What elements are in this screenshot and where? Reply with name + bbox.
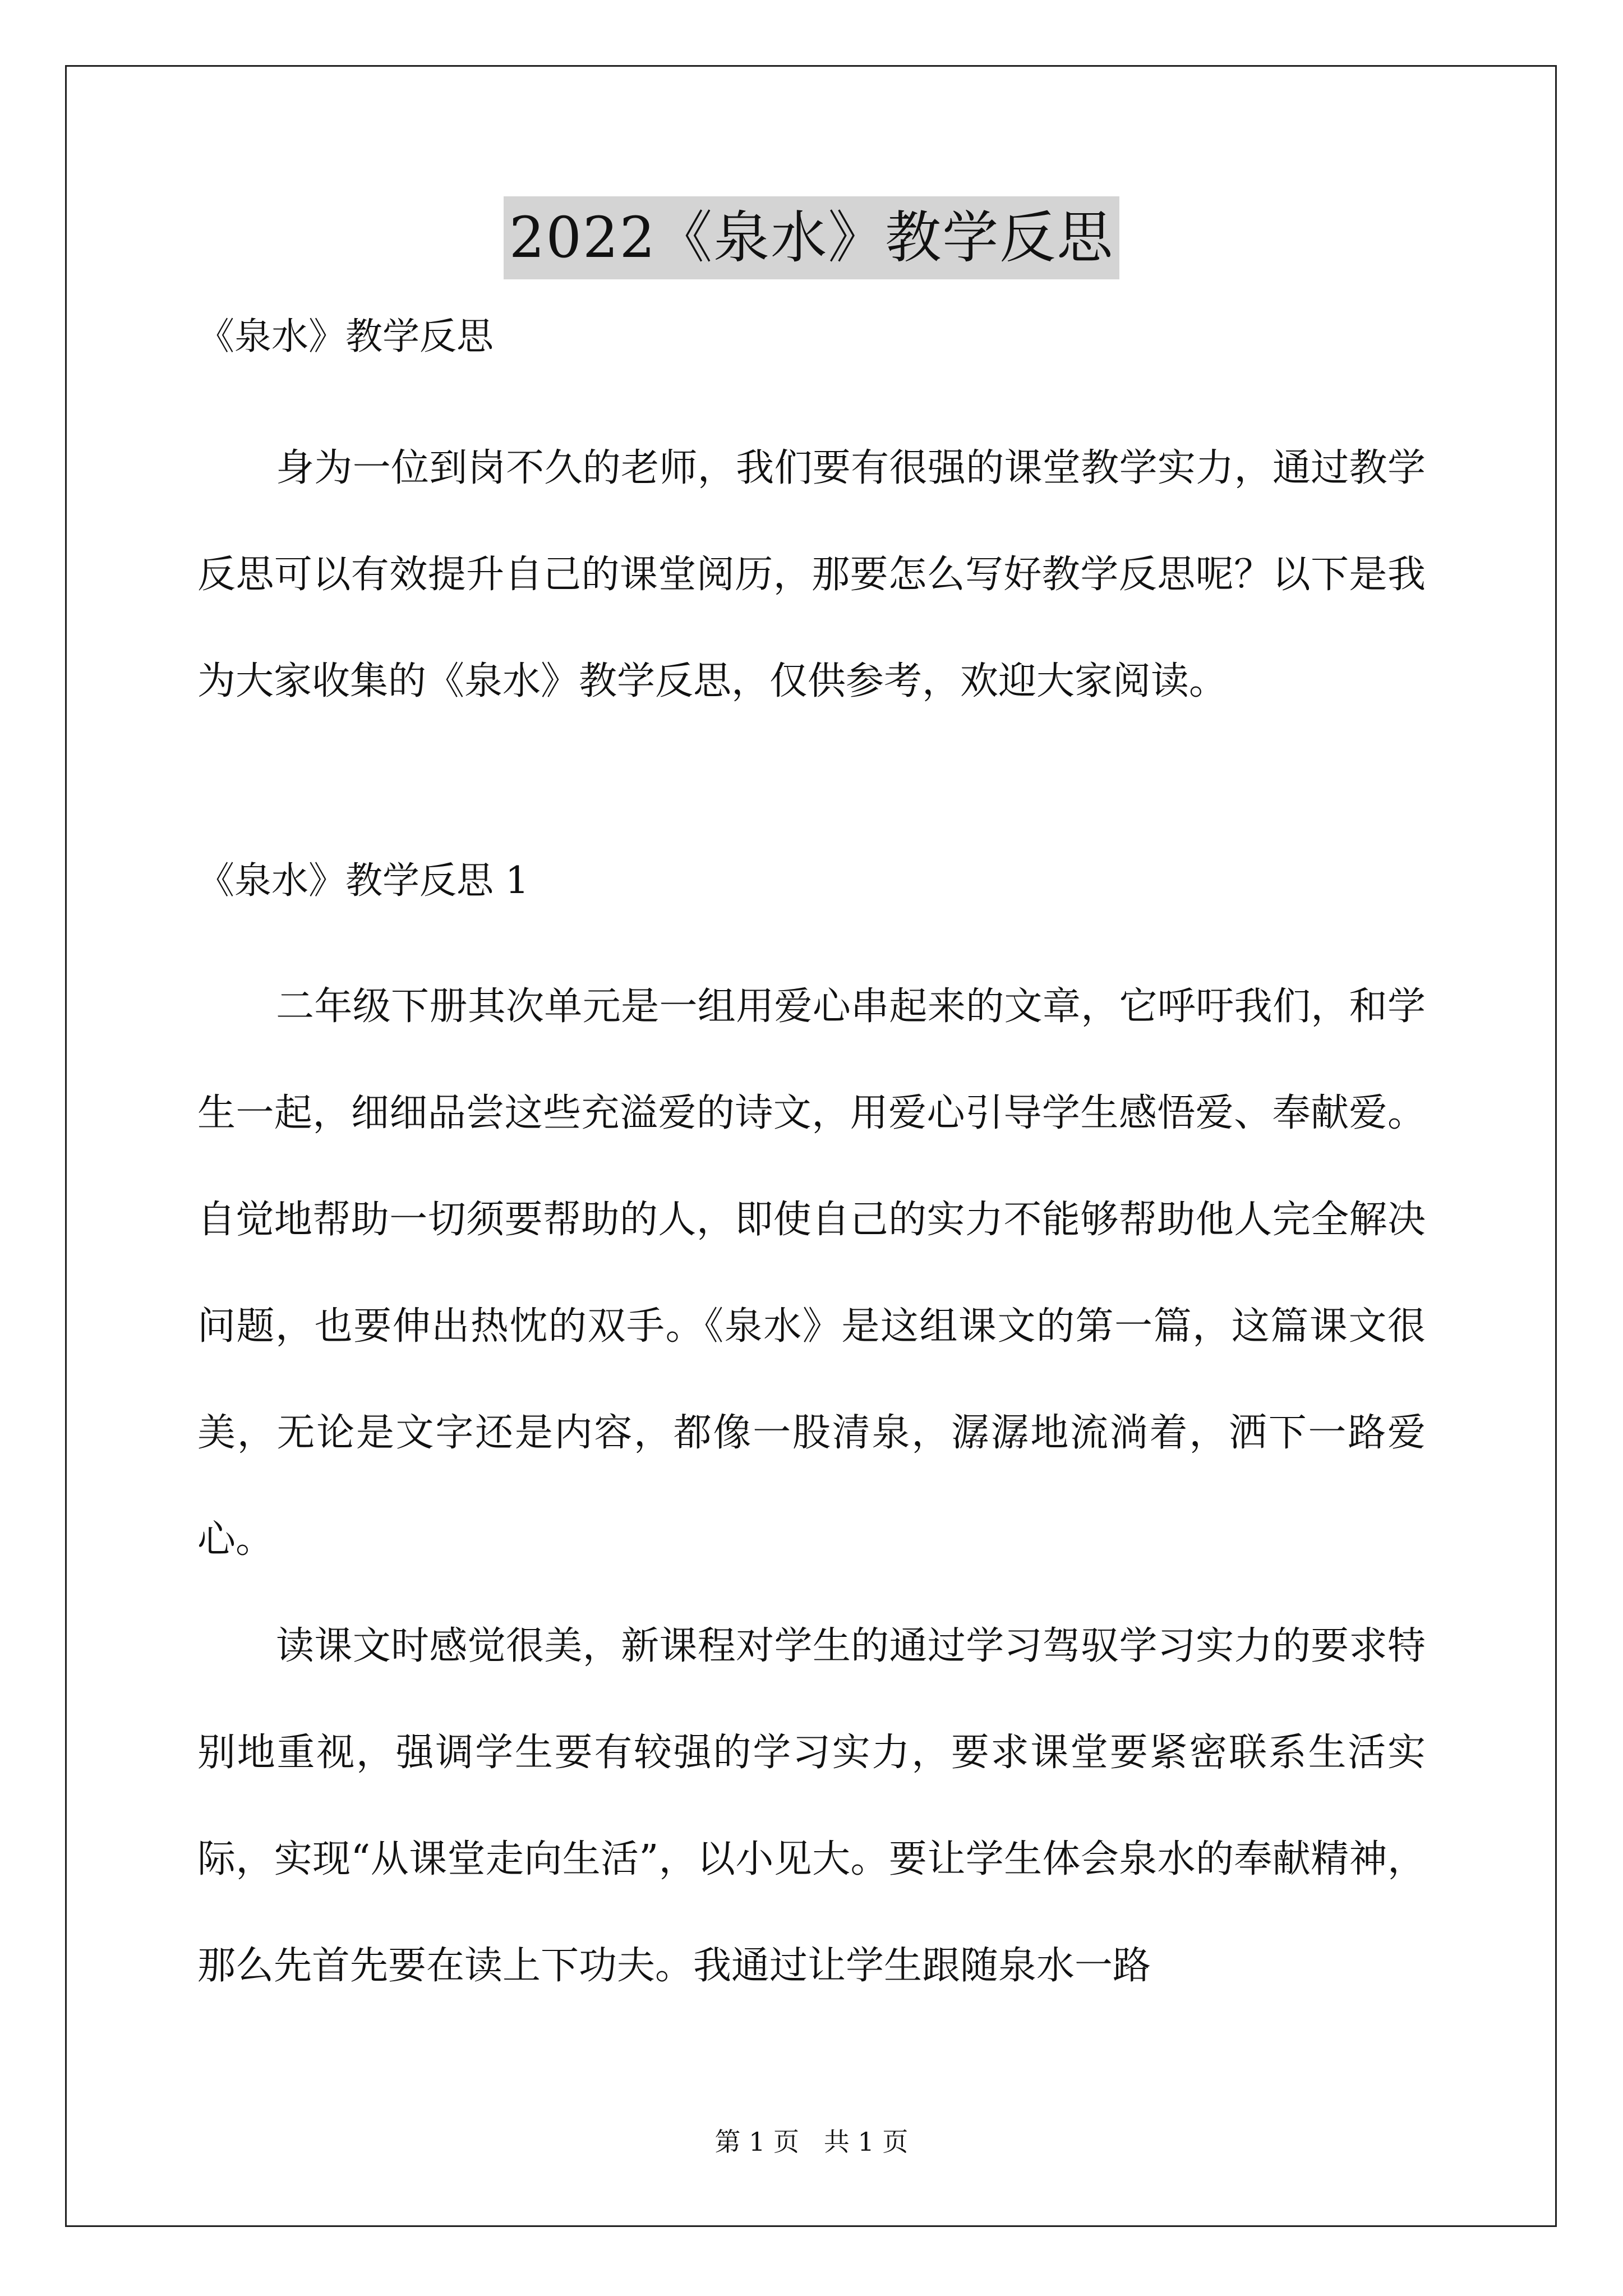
page-footer: 第 1 页 共 1 页: [714, 2127, 909, 2157]
body-paragraph: 二年级下册其次单元是一组用爱心串起来的文章，它呼吁我们，和学生一起，细细品尝这些充溢爱的诗文，用爱心引导学生感悟爱、奉献爱。自觉地帮助一切须要帮助的人，即使自己的实力不能够帮助他人完全解决问题，也要伸出热忱的双手。《泉水》是这组课文的第一篇，这篇课文很美，无论是文字还是内容，都像一股清泉，潺潺地流淌着，洒下一路爱心。: [197, 984, 1426, 1562]
intro-paragraph: 身为一位到岗不久的老师，我们要有很强的课堂教学实力，通过教学反思可以有效提升自己的课堂阅历，那要怎么写好教学反思呢？以下是我为大家收集的《泉水》教学反思，仅供参考，欢迎大家阅读。: [197, 446, 1426, 703]
intro-heading: 《泉水》教学反思: [197, 315, 494, 358]
section-heading: 《泉水》教学反思 1: [197, 859, 529, 902]
document-title: 2022《泉水》教学反思: [504, 196, 1120, 279]
document-body: [197, 314, 1426, 2019]
title-container: [0, 196, 1623, 279]
body-paragraph: 读课文时感觉很美，新课程对学生的通过学习驾驭学习实力的要求特别地重视，强调学生要有较强的学习实力，要求课堂要紧密联系生活实际，实现“从课堂走向生活”，以小见大。要让学生体会泉水的奉献精神，那么先首先要在读上下功夫。我通过让学生跟随泉水一路: [197, 1624, 1426, 1988]
